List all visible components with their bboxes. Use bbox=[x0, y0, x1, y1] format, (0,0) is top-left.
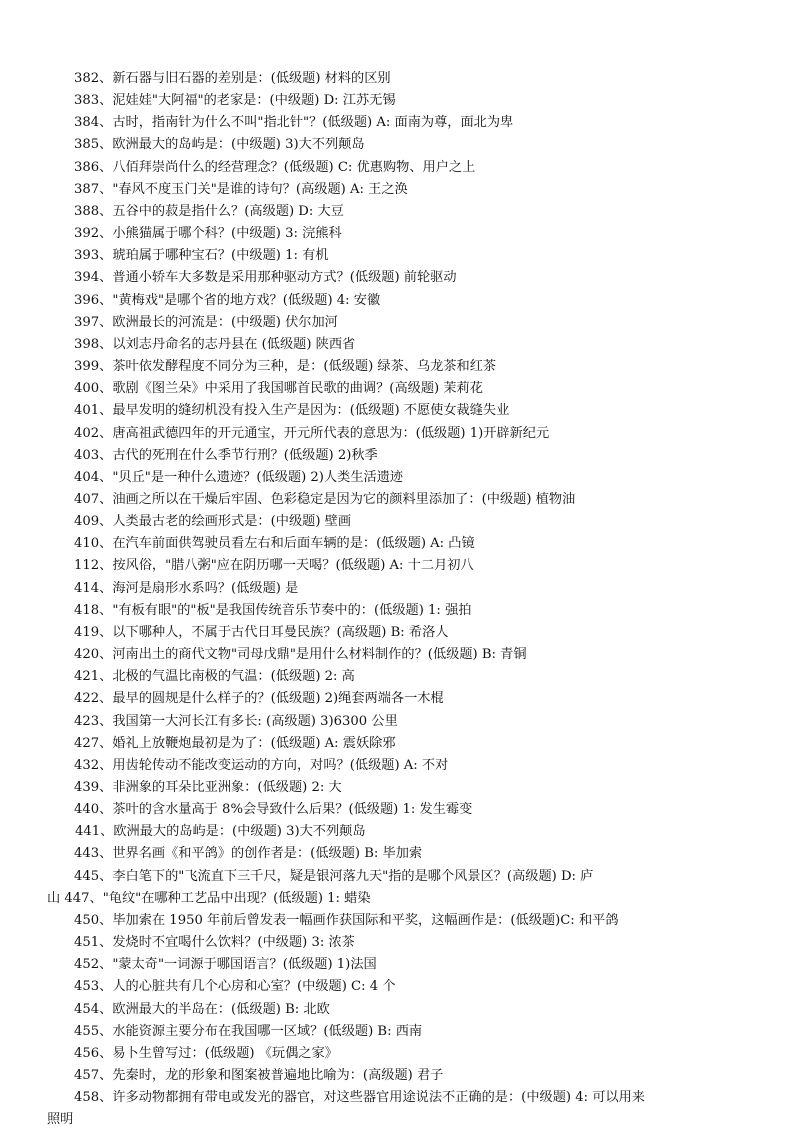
list-item: 432、用齿轮传动不能改变运动的方向，对吗？(低级题) A: 不对 bbox=[74, 757, 449, 773]
list-item: 451、发烧时不宜喝什么饮料？(中级题) 3: 浓茶 bbox=[74, 935, 355, 951]
list-item: 420、河南出土的商代文物"司母戊鼎"是用什么材料制作的？(低级题) B: 青铜 bbox=[74, 647, 527, 663]
list-item: 402、唐高祖武德四年的开元通宝，开元所代表的意思为：(低级题) 1)开辟新纪元 bbox=[74, 425, 550, 441]
list-item: 386、八佰拜崇尚什么的经营理念？(低级题) C: 优惠购物、用户之上 bbox=[74, 159, 476, 175]
list-item: 414、海河是扇形水系吗？(低级题) 是 bbox=[74, 580, 299, 596]
list-item: 384、古时，指南针为什么不叫"指北针"？(低级题) A: 面南为尊，面北为卑 bbox=[74, 115, 514, 131]
list-item: 409、人类最古老的绘画形式是：(中级题) 壁画 bbox=[74, 514, 352, 530]
list-item: 400、歌剧《图兰朵》中采用了我国哪首民歌的曲调？(高级题) 茉莉花 bbox=[74, 381, 483, 397]
list-item: 439、非洲象的耳朵比亚洲象：(低级题) 2: 大 bbox=[74, 780, 342, 795]
list-item: 453、人的心脏共有几个心房和心室？(中级题) C: 4 个 bbox=[74, 979, 396, 995]
list-item: 397、欧洲最长的河流是：(中级题) 伏尔加河 bbox=[74, 314, 338, 330]
list-item: 410、在汽车前面供驾驶员看左右和后面车辆的是：(低级题) A: 凸镜 bbox=[74, 536, 475, 552]
list-item: 照明 bbox=[47, 1112, 74, 1128]
list-item: 456、易卜生曾写过：(低级题) 《玩偶之家》 bbox=[74, 1045, 338, 1061]
list-item: 383、泥娃娃"大阿福"的老家是：(中级题) D: 江苏无锡 bbox=[74, 93, 396, 109]
list-item: 394、普通小轿车大多数是采用那种驱动方式？(低级题) 前轮驱动 bbox=[74, 270, 457, 286]
list-item: 388、五谷中的菽是指什么？(高级题) D: 大豆 bbox=[74, 203, 344, 219]
list-item: 421、北极的气温比南极的气温：(低级题) 2: 高 bbox=[74, 669, 355, 685]
list-item: 423、我国第一大河长江有多长: (高级题) 3)6300 公里 bbox=[74, 713, 398, 729]
list-item: 450、毕加索在 1950 年前后曾发表一幅画作获国际和平奖，这幅画作是：(低级题)C: 和平鸽 bbox=[74, 912, 619, 928]
list-item: 112、按风俗，"腊八粥"应在阴历哪一天喝？(低级题) A: 十二月初八 bbox=[74, 558, 474, 574]
list-item: 403、古代的死刑在什么季节行刑？(低级题) 2)秋季 bbox=[74, 447, 378, 463]
list-item: 427、婚礼上放鞭炮最初是为了：(低级题) A: 震妖除邪 bbox=[74, 735, 396, 751]
list-item: 418、"有板有眼"的"板"是我国传统音乐节奏中的：(低级题) 1: 强拍 bbox=[74, 602, 472, 618]
question-list bbox=[47, 68, 767, 1132]
list-item: 407、油画之所以在干燥后牢固、色彩稳定是因为它的颜料里添加了：(中级题) 植物油 bbox=[74, 491, 576, 507]
list-item: 454、欧洲最大的半岛在：(低级题) B: 北欧 bbox=[74, 1001, 330, 1017]
list-item: 458、许多动物都拥有带电或发光的器官，对这些器官用途说法不正确的是：(中级题) 4: 可以用来 bbox=[74, 1090, 645, 1106]
list-item: 385、欧洲最大的岛屿是：(中级题) 3)大不列颠岛 bbox=[74, 137, 365, 153]
list-item: 398、以刘志丹命名的志丹县在 (低级题) 陕西省 bbox=[74, 336, 356, 352]
list-item: 404、"贝丘"是一种什么遗迹？(低级题) 2)人类生活遗迹 bbox=[74, 469, 404, 485]
list-item: 387、"春风不度玉门关"是谁的诗句？(高级题) A: 王之涣 bbox=[74, 181, 408, 197]
list-item: 393、琥珀属于哪种宝石？(中级题) 1: 有机 bbox=[74, 248, 329, 264]
list-item: 399、茶叶依发酵程度不同分为三种，是：(低级题) 绿茶、乌龙茶和红茶 bbox=[74, 359, 497, 375]
list-item: 422、最早的圆规是什么样子的？(低级题) 2)绳套两端各一木棍 bbox=[74, 691, 444, 707]
list-item: 山 447、"龟纹"在哪种工艺品中出现？(低级题) 1: 蜡染 bbox=[47, 890, 371, 906]
list-item: 382、新石器与旧石器的差别是：(低级题) 材料的区别 bbox=[74, 71, 391, 86]
list-item: 457、先秦时，龙的形象和图案被普遍地比喻为：(高级题) 君子 bbox=[74, 1068, 444, 1084]
list-item: 392、小熊猫属于哪个科？(中级题) 3: 浣熊科 bbox=[74, 226, 342, 242]
list-item: 441、欧洲最大的岛屿是：(中级题) 3)大不列颠岛 bbox=[75, 824, 366, 840]
list-item: 452、"蒙太奇"一词源于哪国语言？(低级题) 1)法国 bbox=[74, 957, 377, 973]
list-item: 396、"黄梅戏"是哪个省的地方戏？(低级题) 4: 安徽 bbox=[74, 292, 381, 308]
list-item: 455、水能资源主要分布在我国哪一区域？(低级题) B: 西南 bbox=[74, 1023, 423, 1039]
list-item: 440、茶叶的含水量高于 8%会导致什么后果？(低级题) 1: 发生霉变 bbox=[74, 802, 473, 818]
list-item: 401、最早发明的缝纫机没有投入生产是因为：(低级题) 不愿使女裁缝失业 bbox=[74, 403, 510, 419]
list-item: 445、李白笔下的"飞流直下三千尺，疑是银河落九天"指的是哪个风景区？(高级题) D: 庐 bbox=[74, 868, 594, 884]
list-item: 443、世界名画《和平鸽》的创作者是：(低级题) B: 毕加索 bbox=[74, 846, 423, 862]
list-item: 419、以下哪种人，不属于古代日耳曼民族？(高级题) B: 希洛人 bbox=[74, 624, 449, 640]
